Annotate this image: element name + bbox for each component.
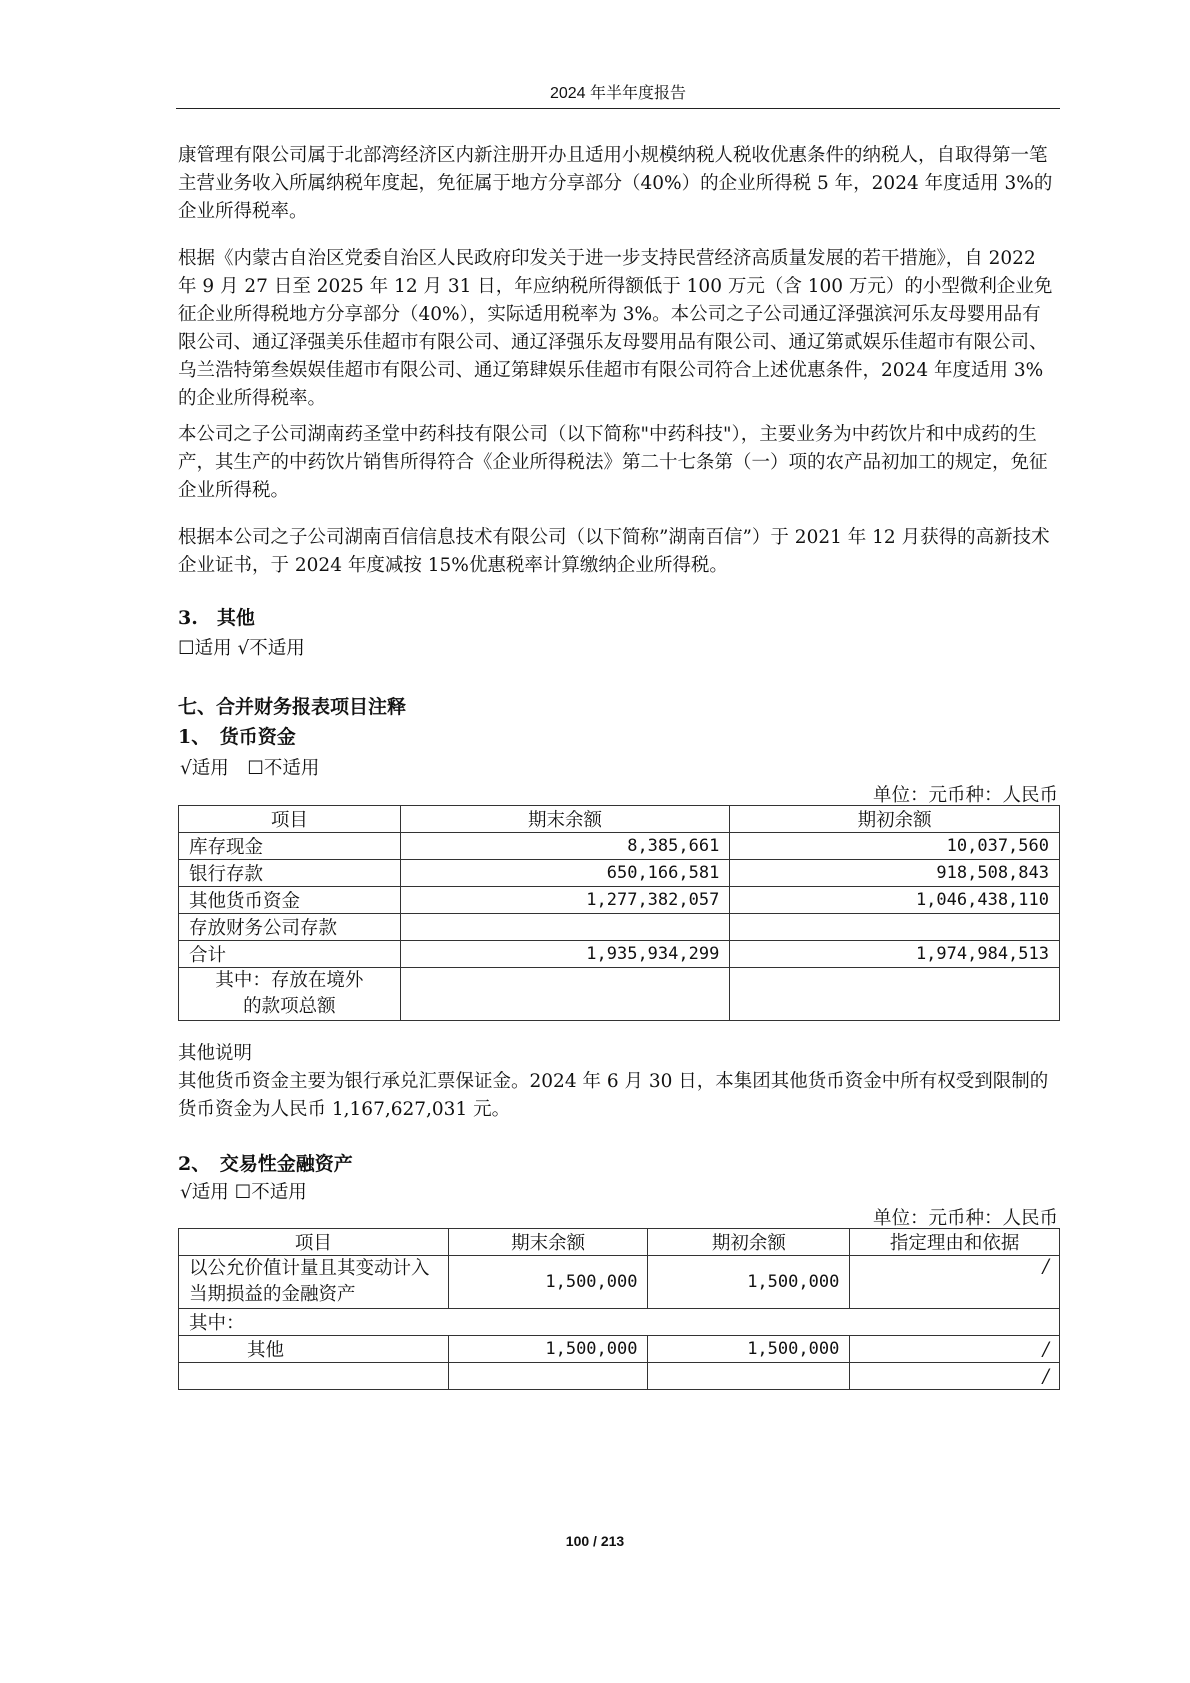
row-label: 银行存款	[179, 860, 401, 887]
cash-note-title: 其他说明	[178, 1043, 253, 1064]
row-label: 合计	[179, 941, 401, 968]
opening-value: 918,508,843	[730, 860, 1060, 887]
header-item: 项目	[179, 1229, 449, 1256]
paragraph-tax-tcm: 本公司之子公司湖南药圣堂中药科技有限公司（以下简称"中药科技"），主要业务为中药饮片和中成药的生产，其生产的中药饮片销售所得符合《企业所得税法》第二十七条第（一）项的农产品初加工的规定，免征企业所得税。	[178, 424, 1048, 501]
trading-table	[178, 1228, 1060, 1390]
table-row	[179, 941, 1060, 968]
header-closing: 期末余额	[400, 806, 730, 833]
row-label-overseas	[179, 968, 401, 1021]
header-item: 项目	[179, 806, 401, 833]
closing-value	[400, 914, 730, 941]
cash-applicability: √适用 ☐不适用	[180, 758, 320, 779]
closing-value: 650,166,581	[400, 860, 730, 887]
table-row	[179, 1363, 1060, 1390]
cash-note-text: 其他货币资金主要为银行承兑汇票保证金。2024 年 6 月 30 日，本集团其他货币资金中所有权受到限制的货币资金为人民币 1,167,627,031 元。	[178, 1071, 1049, 1120]
reason-value: /	[850, 1256, 1060, 1309]
table-row	[179, 1309, 1060, 1336]
table-row	[179, 1336, 1060, 1363]
table-row	[179, 1256, 1060, 1309]
table-row	[179, 833, 1060, 860]
page-header: 2024 年半年度报告	[549, 85, 687, 102]
header-opening: 期初余额	[730, 806, 1060, 833]
reason-value: /	[850, 1363, 1060, 1390]
table-header-row	[179, 806, 1060, 833]
table-row	[179, 914, 1060, 941]
table-header-row	[179, 1229, 1060, 1256]
row-label: 库存现金	[179, 833, 401, 860]
table-row	[179, 968, 1060, 1021]
section-3-applicability: ☐适用 √不适用	[178, 638, 305, 659]
reason-value: /	[850, 1336, 1060, 1363]
closing-value	[400, 968, 730, 1021]
row-label: 存放财务公司存款	[179, 914, 401, 941]
opening-value: 1,500,000	[648, 1336, 850, 1363]
header-opening: 期初余额	[648, 1229, 850, 1256]
row-label: 其他货币资金	[179, 887, 401, 914]
overseas-label-line2: 的款项总额	[243, 996, 336, 1017]
section-7-heading: 七、合并财务报表项目注释	[178, 696, 407, 718]
header-reason: 指定理由和依据	[850, 1229, 1060, 1256]
trading-unit: 单位：元币种：人民币	[872, 1208, 1058, 1229]
row-label	[179, 1363, 449, 1390]
closing-value: 1,500,000	[448, 1256, 648, 1309]
trading-applicability: √适用 ☐不适用	[180, 1182, 307, 1203]
cash-table	[178, 805, 1060, 1021]
opening-value: 1,974,984,513	[730, 941, 1060, 968]
trading-heading: 2、 交易性金融资产	[178, 1153, 353, 1175]
opening-value: 10,037,560	[730, 833, 1060, 860]
cash-heading: 1、 货币资金	[178, 726, 296, 748]
opening-value: 1,500,000	[648, 1256, 850, 1309]
page-number: 100 / 213	[565, 1533, 625, 1549]
header-divider	[176, 108, 1060, 109]
closing-value: 1,935,934,299	[400, 941, 730, 968]
paragraph-tax-guangxi: 康管理有限公司属于北部湾经济区内新注册开办且适用小规模纳税人税收优惠条件的纳税人，自取得第一笔主营业务收入所属纳税年度起，免征属于地方分享部分（40%）的企业所得税 5 年，2024 年度适用 3%的企业所得税率。	[178, 145, 1053, 222]
header-closing: 期末余额	[448, 1229, 648, 1256]
opening-value	[730, 914, 1060, 941]
paragraph-tax-inner-mongolia: 根据《内蒙古自治区党委自治区人民政府印发关于进一步支持民营经济高质量发展的若干措施》，自 2022 年 9 月 27 日至 2025 年 12 月 31 日，年应纳税所得额低于 100 万元（含 100 万元）的小型微利企业免征企业所得税地方分享部分（40%），实际适用税率为 3%。本公司之子公司通辽泽强滨河乐友母婴用品有限公司、通辽泽强美乐佳超市有限公司、通辽泽强乐友母婴用品有限公司、通辽第贰娱乐佳超市有限公司、乌兰浩特第叁娱娱佳超市有限公司、通辽第肆娱乐佳超市有限公司符合上述优惠条件，2024 年度适用 3%的企业所得税率。	[178, 248, 1053, 409]
overseas-label-line1: 其中：存放在境外	[215, 970, 364, 991]
section-3-heading: 3. 其他	[178, 607, 255, 629]
closing-value: 8,385,661	[400, 833, 730, 860]
closing-value	[448, 1363, 648, 1390]
row-label: 其他	[179, 1336, 449, 1363]
table-row	[179, 887, 1060, 914]
opening-value: 1,046,438,110	[730, 887, 1060, 914]
paragraph-tax-hightech: 根据本公司之子公司湖南百信信息技术有限公司（以下简称”湖南百信”）于 2021 年 12 月获得的高新技术企业证书，于 2024 年度减按 15%优惠税率计算缴纳企业所得税。	[178, 527, 1050, 576]
opening-value	[730, 968, 1060, 1021]
row-label-sub: 其中：	[179, 1309, 1060, 1336]
cash-unit: 单位：元币种：人民币	[872, 785, 1058, 806]
table-row	[179, 860, 1060, 887]
closing-value: 1,500,000	[448, 1336, 648, 1363]
closing-value: 1,277,382,057	[400, 887, 730, 914]
opening-value	[648, 1363, 850, 1390]
row-label: 以公允价值计量且其变动计入当期损益的金融资产	[179, 1256, 449, 1309]
